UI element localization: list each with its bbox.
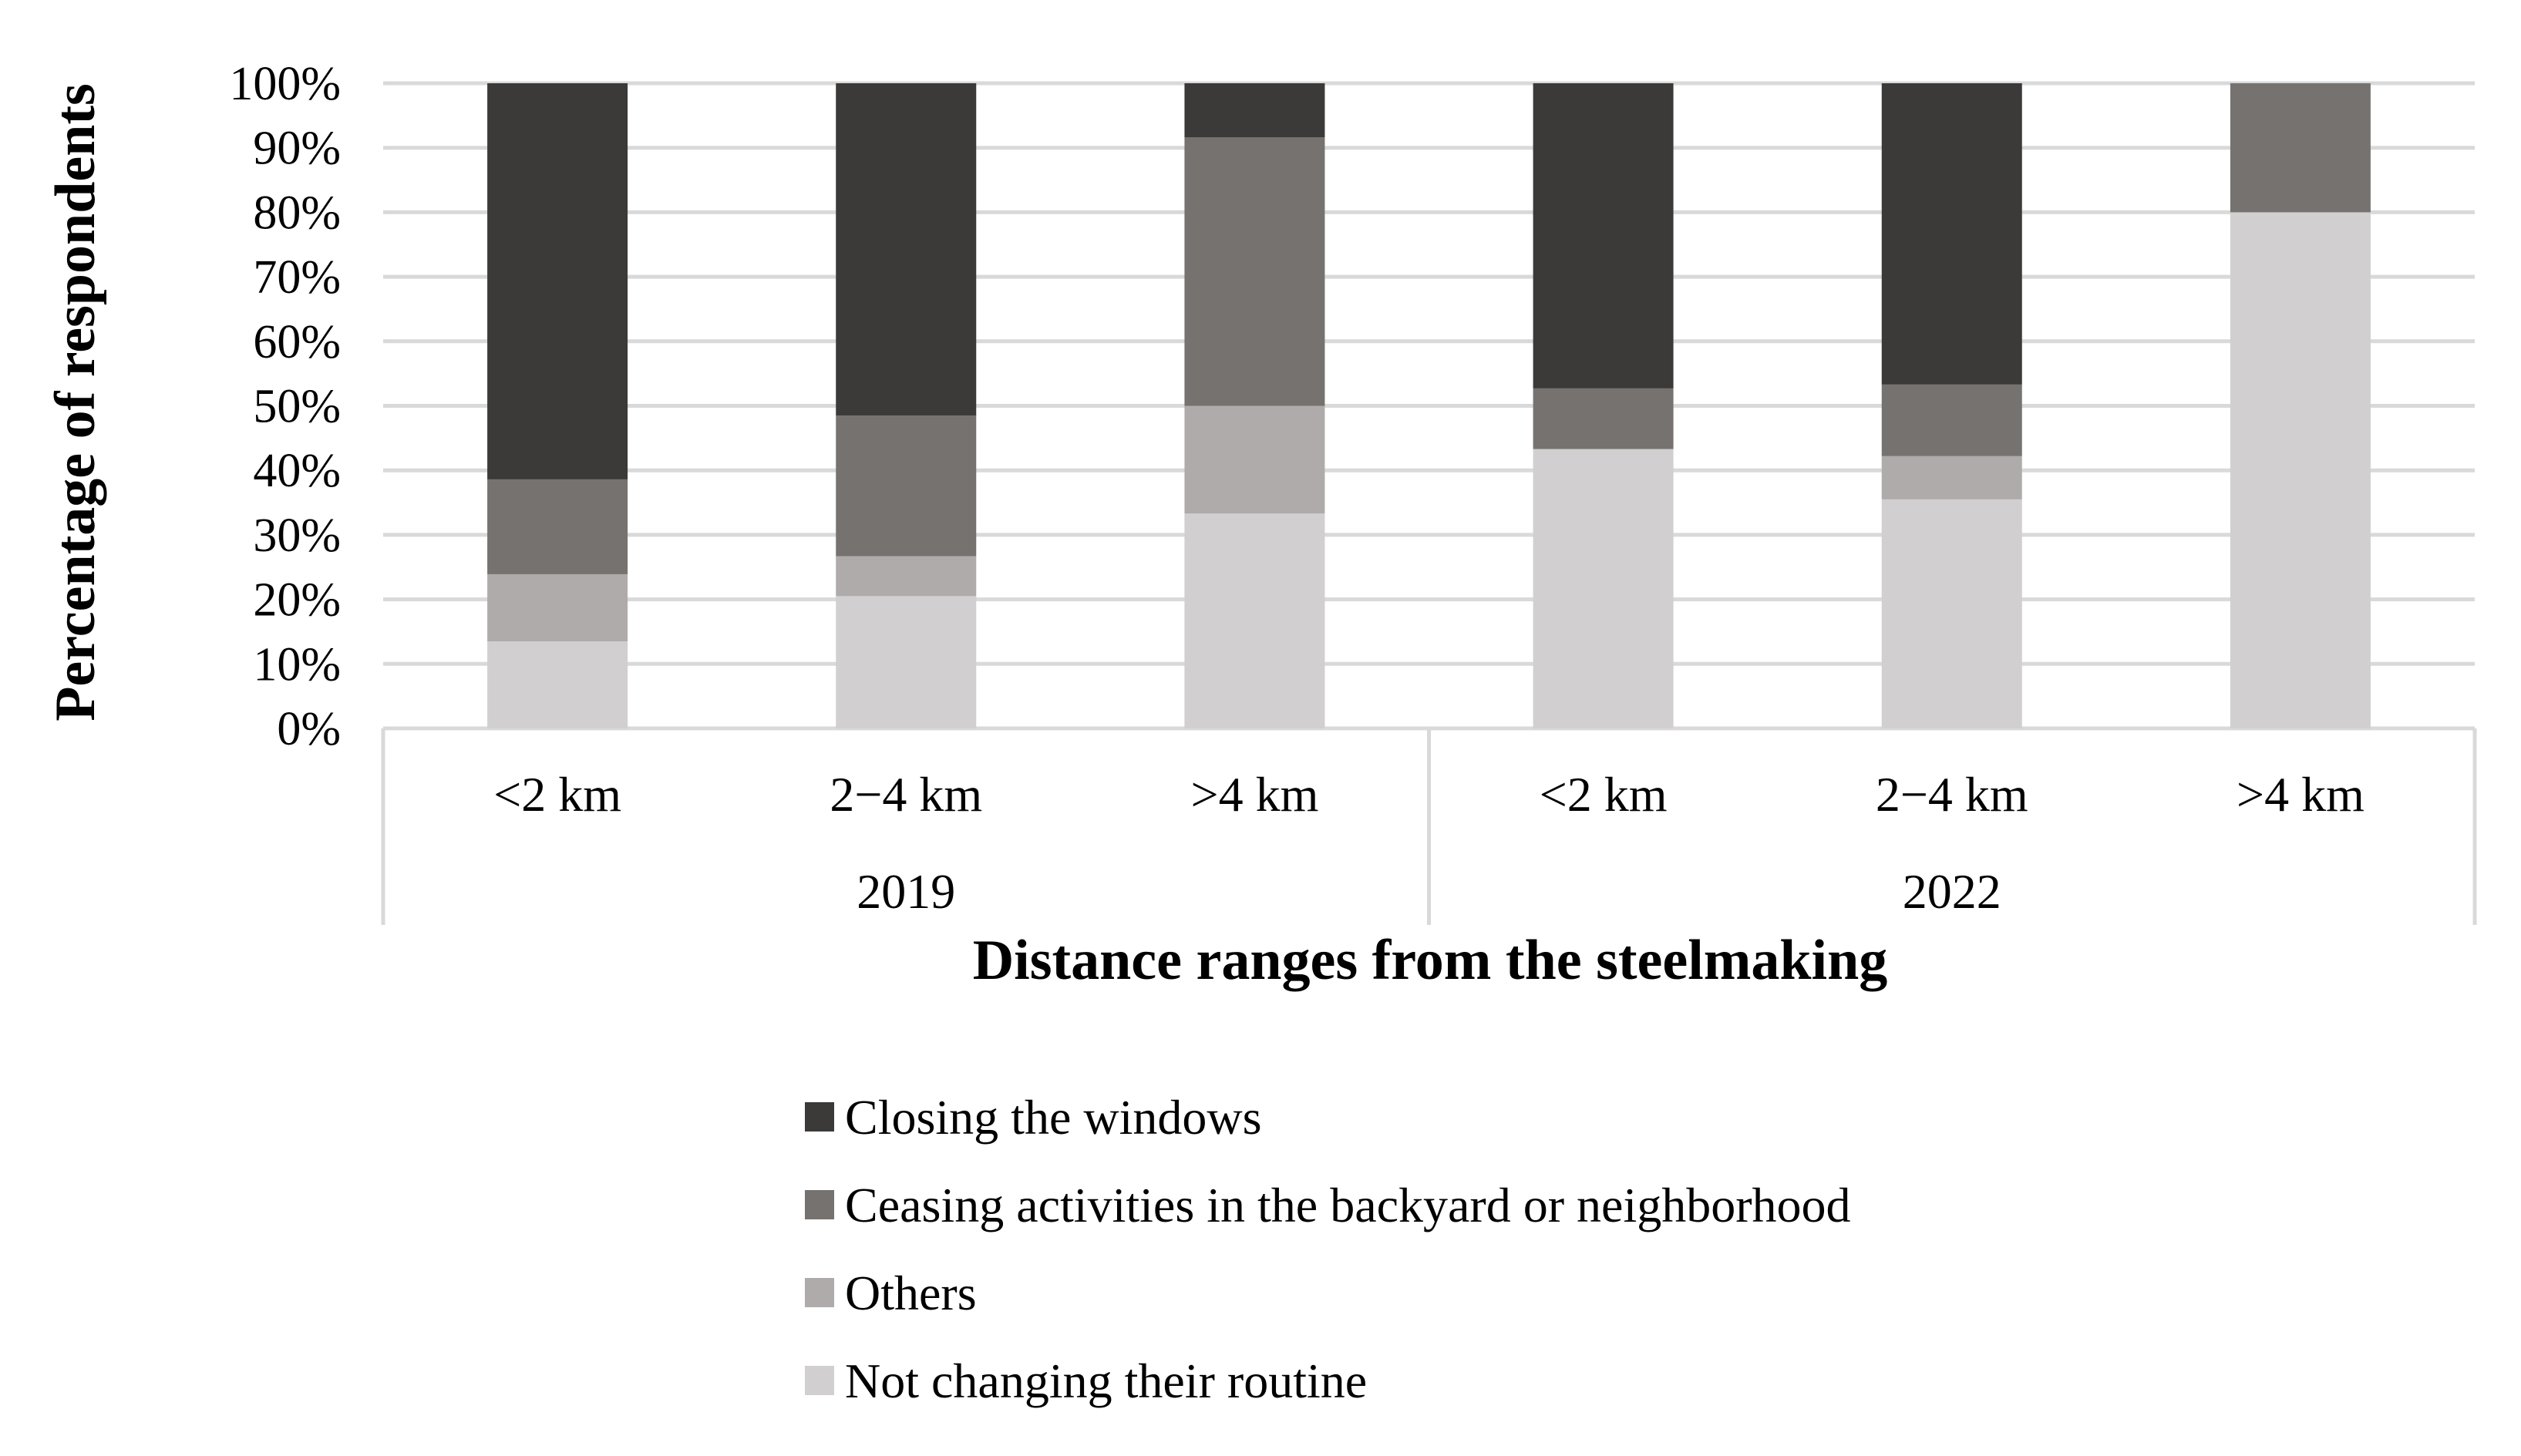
x-category-label: <2 km [1539, 767, 1668, 822]
y-tick-label: 30% [253, 509, 341, 562]
legend-swatch [805, 1366, 834, 1395]
y-axis-title: Percentage of respondents [44, 83, 107, 721]
y-tick-label: 20% [253, 573, 341, 627]
bar-segment [1882, 385, 2022, 456]
bar-segment [2230, 212, 2371, 728]
bar-segment [1533, 83, 1674, 388]
bar-segment [1882, 499, 2022, 728]
y-tick-label: 10% [253, 638, 341, 691]
gridlines [383, 83, 2475, 728]
bar-segment [1184, 513, 1324, 728]
y-tick-label: 40% [253, 445, 341, 498]
legend-label: Not changing their routine [845, 1353, 1368, 1408]
y-tick-label: 0% [277, 703, 341, 755]
x-category-label: >4 km [2236, 767, 2364, 822]
bar-segment [487, 83, 628, 479]
x-axis-title: Distance ranges from the steelmaking [972, 929, 1888, 992]
x-group-label: 2019 [857, 864, 956, 919]
x-category-label: <2 km [493, 767, 622, 822]
x-category-label: >4 km [1190, 767, 1319, 822]
legend [805, 1090, 1851, 1408]
bar-segment [836, 557, 976, 597]
legend-label: Ceasing activities in the backyard or neighborhood [845, 1178, 1851, 1232]
bar-segment [1533, 388, 1674, 449]
bar-segment [836, 83, 976, 415]
y-tick-label: 80% [253, 187, 341, 240]
bar-segment [487, 574, 628, 641]
bar-segment [1184, 406, 1324, 514]
bar-segment [836, 596, 976, 728]
y-tick-label: 50% [253, 380, 341, 433]
y-tick-label: 100% [229, 58, 341, 110]
bar-segment [487, 479, 628, 574]
bar-segment [487, 641, 628, 728]
bar-segment [1184, 137, 1324, 405]
x-category-label: 2−4 km [830, 767, 983, 822]
legend-label: Others [845, 1266, 977, 1320]
y-tick-label: 60% [253, 315, 341, 368]
bar-segment [1184, 83, 1324, 137]
legend-swatch [805, 1190, 834, 1219]
x-category-label: 2−4 km [1875, 767, 2028, 822]
bar-segment [836, 415, 976, 556]
legend-swatch [805, 1278, 834, 1307]
legend-swatch [805, 1102, 834, 1132]
bar-segment [1533, 449, 1674, 728]
bar-segment [2230, 83, 2371, 212]
bar-segment [1882, 456, 2022, 499]
y-tick-label: 90% [253, 122, 341, 175]
x-group-label: 2022 [1902, 864, 2001, 919]
bar-segment [1882, 83, 2022, 385]
y-tick-label: 70% [253, 251, 341, 304]
legend-label: Closing the windows [845, 1090, 1262, 1145]
